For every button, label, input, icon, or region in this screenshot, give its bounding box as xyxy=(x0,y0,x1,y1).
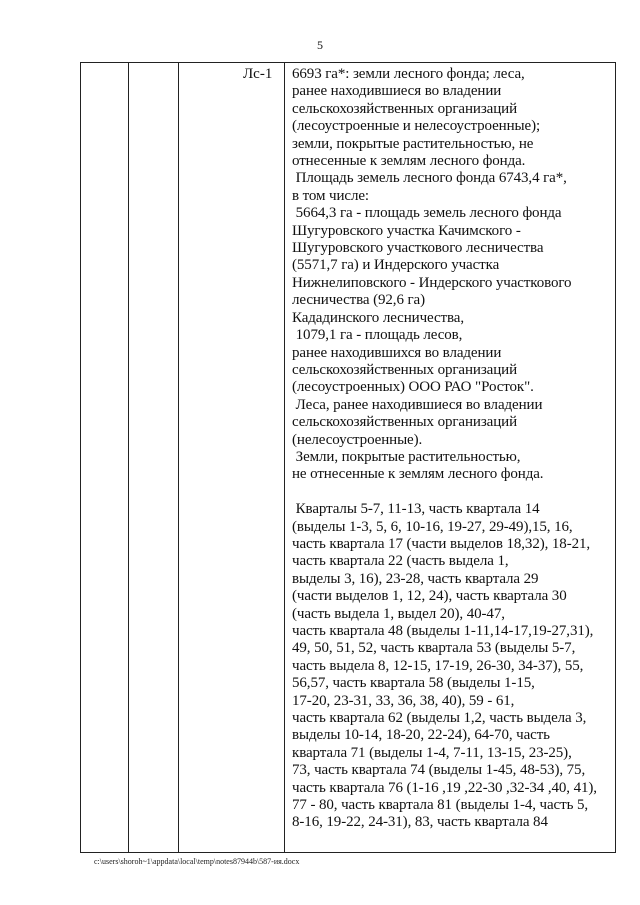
description-line: Земли, покрытые растительностью, xyxy=(292,448,521,465)
zone-code-cell: Лс-1 xyxy=(243,66,273,82)
description-line: (части выделов 1, 12, 24), часть квартала 30 xyxy=(292,588,567,605)
description-line: ранее находившихся во владении xyxy=(292,344,502,361)
description-gap xyxy=(292,484,617,501)
description-line: часть выдела 8, 12-15, 17-19, 26-30, 34-37), 55, xyxy=(292,657,584,674)
description-line: Площадь земель лесного фонда 6743,4 га*, xyxy=(292,170,567,187)
description-line: 56,57, часть квартала 58 (выделы 1-15, xyxy=(292,675,535,692)
description-line: в том числе: xyxy=(292,187,369,204)
description-line: часть квартала 48 (выделы 1-11,14-17,19-27,31), xyxy=(292,622,594,639)
description-line: земли, покрытые растительностью, не xyxy=(292,135,534,152)
description-line: квартала 71 (выделы 1-4, 7-11, 13-15, 23-25), xyxy=(292,744,572,761)
document-table xyxy=(80,62,616,853)
table-column-divider xyxy=(128,63,129,852)
description-line: 1079,1 га - площадь лесов, xyxy=(292,327,463,344)
description-line: 17-20, 23-31, 33, 36, 38, 40), 59 - 61, xyxy=(292,692,515,709)
description-line: выделы 3, 16), 23-28, часть квартала 29 xyxy=(292,570,539,587)
description-line: ранее находившиеся во владении xyxy=(292,83,502,100)
description-line: (лесоустроенных) ООО РАО "Росток". xyxy=(292,379,534,396)
description-line: Кададинского лесничества, xyxy=(292,309,464,326)
description-line: сельскохозяйственных организаций xyxy=(292,100,517,117)
description-line: не отнесенные к землям лесного фонда. xyxy=(292,466,544,483)
description-line: Леса, ранее находившиеся во владении xyxy=(292,396,543,413)
description-line: лесничества (92,6 га) xyxy=(292,292,426,309)
description-line: часть квартала 76 (1-16 ,19 ,22-30 ,32-34 ,40, 41), xyxy=(292,779,597,796)
description-line: 77 - 80, часть квартала 81 (выделы 1-4, часть 5, xyxy=(292,797,589,814)
table-column-divider xyxy=(284,63,285,852)
description-line: 8-16, 19-22, 24-31), 83, часть квартала 84 xyxy=(292,814,548,831)
description-line: (5571,7 га) и Индерского участка xyxy=(292,257,500,274)
description-line: 5664,3 га - площадь земель лесного фонда xyxy=(292,205,562,222)
description-line: часть квартала 62 (выделы 1,2, часть выдела 3, xyxy=(292,710,587,727)
description-line: (выделы 1-3, 5, 6, 10-16, 19-27, 29-49),15, 16, xyxy=(292,518,573,535)
description-line: 6693 га*: земли лесного фонда; леса, xyxy=(292,66,525,82)
description-line: часть квартала 22 (часть выдела 1, xyxy=(292,553,509,570)
description-line: (часть выдела 1, выдел 20), 40-47, xyxy=(292,605,505,622)
table-column-divider xyxy=(178,63,179,852)
description-line: отнесенные к землям лесного фонда. xyxy=(292,153,526,170)
description-line: выделы 10-14, 18-20, 22-24), 64-70, часть xyxy=(292,727,550,744)
description-line: сельскохозяйственных организаций xyxy=(292,361,517,378)
description-line: часть квартала 17 (части выделов 18,32), 18-21, xyxy=(292,535,591,552)
description-line: 73, часть квартала 74 (выделы 1-45, 48-53), 75, xyxy=(292,762,586,779)
description-line: Нижнелиповского - Индерского участкового xyxy=(292,274,572,291)
description-line: 49, 50, 51, 52, часть квартала 53 (выделы 5-7, xyxy=(292,640,576,657)
description-line: сельскохозяйственных организаций xyxy=(292,414,517,431)
zone-description-cell xyxy=(292,66,617,832)
description-line: Кварталы 5-7, 11-13, часть квартала 14 xyxy=(292,501,540,518)
footer-file-path: c:\users\shoroh~1\appdata\local\temp\notes87944b\587-ия.docx xyxy=(94,857,300,866)
description-line: Шугуровского участка Качимского - xyxy=(292,222,521,239)
description-line: (лесоустроенные и нелесоустроенные); xyxy=(292,118,541,135)
description-line: (нелесоустроенные). xyxy=(292,431,423,448)
page-number: 5 xyxy=(317,38,323,52)
description-line: Шугуровского участкового лесничества xyxy=(292,240,544,257)
